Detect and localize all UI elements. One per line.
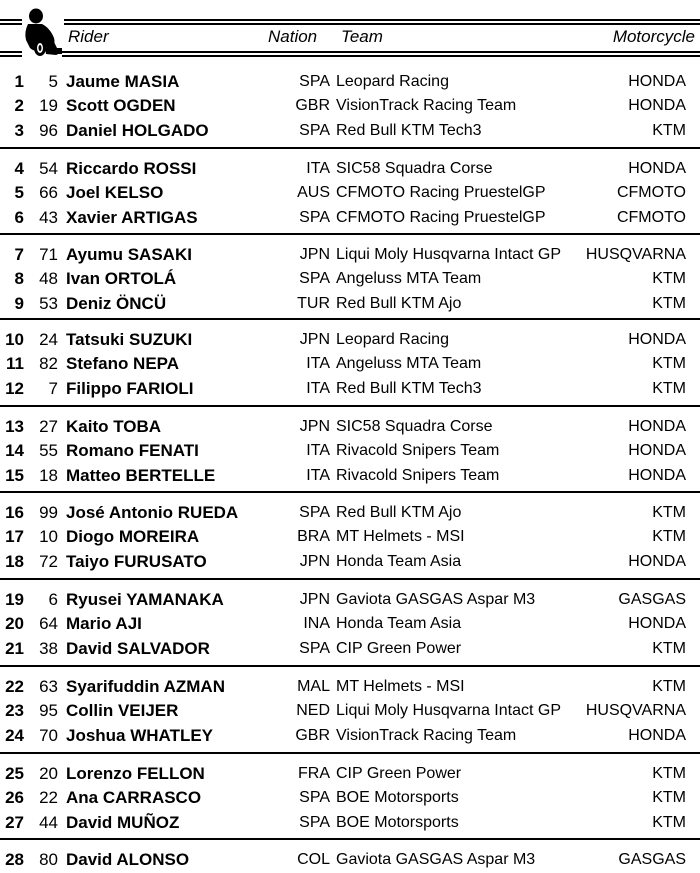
motorcycle-cell: HONDA — [628, 97, 686, 115]
rider-number-cell: 99 — [39, 503, 58, 522]
rider-name-cell: Lorenzo FELLON — [66, 764, 205, 783]
rider-number-cell: 27 — [39, 417, 58, 436]
group-divider — [0, 318, 700, 320]
column-header-team: Team — [341, 27, 383, 46]
team-cell: SIC58 Squadra Corse — [336, 418, 493, 435]
rider-number-cell: 38 — [39, 638, 58, 658]
rider-number-cell: 66 — [39, 183, 58, 203]
nation-cell: GBR — [295, 726, 330, 744]
nation-cell: SPA — [299, 504, 330, 521]
rider-number-cell: 55 — [39, 441, 58, 461]
rider-number-cell: 71 — [39, 245, 58, 264]
team-cell: VisionTrack Racing Team — [336, 726, 517, 744]
nation-cell: MAL — [297, 678, 330, 695]
rider-name-cell: Kaito TOBA — [66, 417, 162, 436]
nation-cell: SPA — [299, 270, 330, 288]
nation-cell: GBR — [295, 97, 330, 115]
motorcycle-cell: CFMOTO — [616, 208, 686, 226]
position-cell: 7 — [14, 245, 24, 264]
motorcycle-cell: HONDA — [628, 726, 686, 744]
team-cell: Rivacold Snipers Team — [336, 466, 500, 484]
position-cell: 10 — [5, 330, 24, 349]
position-cell: 21 — [5, 638, 24, 658]
nation-cell: ITA — [306, 355, 330, 373]
team-cell: MT Helmets - MSI — [336, 678, 465, 695]
rider-name-cell: David ALONSO — [66, 850, 190, 869]
motorcycle-cell: KTM — [652, 765, 686, 782]
rider-number-cell: 63 — [39, 677, 58, 696]
position-cell: 3 — [14, 120, 24, 140]
table-row — [0, 119, 700, 143]
rider-number-cell: 95 — [39, 701, 58, 721]
motorcycle-cell: HUSQVARNA — [585, 246, 686, 263]
rider-name-cell: Mario AJI — [66, 614, 142, 634]
group-divider — [0, 405, 700, 407]
rider-name-cell: Scott OGDEN — [66, 96, 176, 116]
team-cell: Red Bull KTM Tech3 — [336, 121, 482, 139]
table-row — [0, 848, 700, 872]
position-cell: 24 — [5, 725, 24, 745]
rider-number-cell: 7 — [48, 378, 58, 398]
position-cell: 5 — [14, 183, 24, 203]
table-row — [0, 464, 700, 488]
nation-cell: BRA — [297, 528, 330, 546]
nation-cell: NED — [296, 702, 330, 720]
motorcycle-cell: KTM — [652, 504, 686, 521]
team-cell: Red Bull KTM Ajo — [336, 504, 462, 521]
motorcycle-cell: HONDA — [628, 331, 686, 348]
motorcycle-cell: KTM — [652, 121, 686, 139]
rider-name-cell: David SALVADOR — [66, 638, 210, 658]
nation-cell: JPN — [299, 591, 330, 608]
team-cell: BOE Motorsports — [336, 789, 459, 807]
table-row — [0, 811, 700, 835]
team-cell: Liqui Moly Husqvarna Intact GP — [336, 702, 561, 720]
rider-name-cell: José Antonio RUEDA — [66, 503, 239, 522]
rider-number-cell: 82 — [39, 354, 58, 374]
motorcycle-cell: KTM — [652, 355, 686, 373]
rider-number-cell: 43 — [39, 207, 58, 227]
team-cell: CIP Green Power — [336, 639, 462, 657]
header-top-line-2 — [64, 23, 700, 25]
table-row — [0, 612, 700, 636]
group-divider — [0, 147, 700, 149]
group-divider — [0, 578, 700, 580]
header-bottom-line — [62, 51, 700, 53]
column-header-motorcycle: Motorcycle — [612, 27, 695, 46]
team-cell: Rivacold Snipers Team — [336, 442, 500, 460]
table-row — [0, 181, 700, 205]
motorcycle-cell: KTM — [652, 678, 686, 695]
position-cell: 23 — [5, 701, 24, 721]
rider-number-cell: 96 — [39, 120, 58, 140]
motorcycle-cell: KTM — [652, 789, 686, 807]
table-row — [0, 70, 700, 94]
table-header — [0, 0, 700, 60]
team-cell: Red Bull KTM Tech3 — [336, 379, 482, 397]
team-cell: SIC58 Squadra Corse — [336, 160, 493, 177]
position-cell: 19 — [5, 590, 24, 609]
rider-number-cell: 18 — [39, 465, 58, 485]
nation-cell: ITA — [306, 442, 330, 460]
column-header-rider: Rider — [68, 27, 109, 46]
position-cell: 18 — [5, 551, 24, 571]
team-cell: Gaviota GASGAS Aspar M3 — [336, 851, 536, 868]
nation-cell: SPA — [299, 121, 330, 139]
group-divider — [0, 665, 700, 667]
position-cell: 22 — [5, 677, 24, 696]
table-row — [0, 588, 700, 612]
nation-cell: SPA — [299, 789, 330, 807]
nation-cell: SPA — [299, 208, 330, 226]
header-top-line — [64, 19, 700, 21]
rider-number-cell: 19 — [39, 96, 58, 116]
team-cell: Leopard Racing — [336, 73, 449, 90]
rider-name-cell: Romano FENATI — [66, 441, 199, 461]
group-divider — [0, 491, 700, 493]
rider-name-cell: Deniz ÖNCÜ — [66, 293, 167, 313]
rider-name-cell: Collin VEIJER — [66, 701, 179, 721]
table-row — [0, 439, 700, 463]
rider-number-cell: 20 — [39, 764, 58, 783]
position-cell: 28 — [5, 850, 24, 869]
rider-name-cell: Diogo MOREIRA — [66, 527, 200, 547]
team-cell: Honda Team Asia — [336, 552, 462, 570]
team-cell: CFMOTO Racing PruestelGP — [336, 208, 546, 226]
nation-cell: JPN — [299, 331, 330, 348]
team-cell: Honda Team Asia — [336, 615, 462, 633]
motorcycle-cell: HUSQVARNA — [585, 702, 686, 720]
team-cell: Liqui Moly Husqvarna Intact GP — [336, 246, 561, 263]
rider-name-cell: Joel KELSO — [66, 183, 164, 203]
position-cell: 27 — [5, 812, 24, 832]
motorcycle-cell: HONDA — [628, 442, 686, 460]
table-row — [0, 94, 700, 118]
team-cell: Leopard Racing — [336, 331, 449, 348]
motorcycle-cell: KTM — [652, 294, 686, 312]
position-cell: 9 — [14, 293, 24, 313]
rider-name-cell: Ivan ORTOLÁ — [66, 269, 177, 289]
header-top-line-left-2 — [0, 23, 22, 25]
position-cell: 6 — [14, 207, 24, 227]
rider-number-cell: 5 — [48, 72, 58, 91]
rider-name-cell: Jaume MASIA — [66, 72, 180, 91]
table-row — [0, 267, 700, 291]
motorcycle-cell: KTM — [652, 813, 686, 831]
rider-number-cell: 10 — [39, 527, 58, 547]
table-row — [0, 243, 700, 267]
column-header-nation: Nation — [268, 27, 318, 46]
header-bottom-line-left — [0, 51, 22, 53]
nation-cell: COL — [297, 851, 330, 868]
table-row — [0, 352, 700, 376]
rider-name-cell: Matteo BERTELLE — [66, 465, 216, 485]
nation-cell: TUR — [297, 294, 330, 312]
table-row — [0, 724, 700, 748]
rider-name-cell: Stefano NEPA — [66, 354, 180, 374]
group-divider — [0, 233, 700, 235]
rider-number-cell: 44 — [39, 812, 58, 832]
rider-name-cell: Ana CARRASCO — [66, 788, 202, 808]
position-cell: 8 — [14, 269, 24, 289]
rider-name-cell: Xavier ARTIGAS — [66, 207, 198, 227]
rider-name-cell: Filippo FARIOLI — [66, 378, 194, 398]
nation-cell: SPA — [299, 73, 330, 90]
motorcycle-cell: HONDA — [628, 160, 686, 177]
rider-name-cell: Taiyo FURUSATO — [66, 551, 207, 571]
nation-cell: SPA — [299, 639, 330, 657]
rider-name-cell: Tatsuki SUZUKI — [66, 330, 193, 349]
nation-cell: JPN — [299, 246, 330, 263]
table-row — [0, 292, 700, 316]
rider-number-cell: 53 — [39, 293, 58, 313]
nation-cell: ITA — [306, 379, 330, 397]
position-cell: 25 — [5, 764, 24, 783]
rider-name-cell: Syarifuddin AZMAN — [66, 677, 225, 696]
motorcycle-cell: KTM — [652, 639, 686, 657]
motorcycle-rider-icon — [20, 8, 64, 58]
position-cell: 11 — [6, 354, 24, 374]
team-cell: BOE Motorsports — [336, 813, 459, 831]
group-divider — [0, 752, 700, 754]
rider-name-cell: David MUÑOZ — [66, 812, 180, 832]
rider-name-cell: Ryusei YAMANAKA — [66, 590, 224, 609]
position-cell: 17 — [5, 527, 24, 547]
team-cell: Red Bull KTM Ajo — [336, 294, 462, 312]
header-bottom-line-2 — [62, 55, 700, 57]
team-cell: VisionTrack Racing Team — [336, 97, 517, 115]
motorcycle-cell: HONDA — [628, 552, 686, 570]
position-cell: 15 — [5, 465, 24, 485]
motorcycle-cell: HONDA — [628, 418, 686, 435]
rider-number-cell: 72 — [39, 551, 58, 571]
motorcycle-cell: HONDA — [628, 466, 686, 484]
nation-cell: JPN — [299, 552, 330, 570]
position-cell: 26 — [5, 788, 24, 808]
motorcycle-cell: GASGAS — [618, 851, 686, 868]
position-cell: 4 — [14, 159, 24, 178]
position-cell: 2 — [14, 96, 24, 116]
motorcycle-cell: CFMOTO — [616, 184, 686, 202]
table-row — [0, 157, 700, 181]
team-cell: Gaviota GASGAS Aspar M3 — [336, 591, 536, 608]
table-row — [0, 206, 700, 230]
motorcycle-cell: KTM — [652, 379, 686, 397]
table-row — [0, 377, 700, 401]
table-row — [0, 762, 700, 786]
header-bottom-line-left-2 — [0, 55, 22, 57]
rider-number-cell: 48 — [39, 269, 58, 289]
nation-cell: JPN — [299, 418, 330, 435]
nation-cell: INA — [303, 615, 330, 633]
position-cell: 12 — [5, 378, 24, 398]
nation-cell: ITA — [306, 160, 330, 177]
header-top-line-left — [0, 19, 22, 21]
nation-cell: FRA — [298, 765, 330, 782]
position-cell: 14 — [5, 441, 24, 461]
rider-number-cell: 6 — [48, 590, 58, 609]
table-row — [0, 550, 700, 574]
team-cell: CIP Green Power — [336, 765, 462, 782]
nation-cell: AUS — [297, 184, 330, 202]
table-row — [0, 699, 700, 723]
team-cell: Angeluss MTA Team — [336, 270, 482, 288]
position-cell: 20 — [5, 614, 24, 634]
rider-number-cell: 70 — [39, 725, 58, 745]
team-cell: CFMOTO Racing PruestelGP — [336, 184, 546, 202]
team-cell: MT Helmets - MSI — [336, 528, 465, 546]
rider-number-cell: 80 — [39, 850, 58, 869]
table-row — [0, 637, 700, 661]
motorcycle-cell: GASGAS — [618, 591, 686, 608]
rider-number-cell: 64 — [39, 614, 58, 634]
motorcycle-cell: HONDA — [628, 615, 686, 633]
table-row — [0, 501, 700, 525]
team-cell: Angeluss MTA Team — [336, 355, 482, 373]
table-row — [0, 675, 700, 699]
group-divider — [0, 838, 700, 840]
rider-number-cell: 24 — [39, 330, 58, 349]
rider-name-cell: Daniel HOLGADO — [66, 120, 209, 140]
rider-number-cell: 54 — [39, 159, 58, 178]
motorcycle-cell: KTM — [652, 528, 686, 546]
table-row — [0, 328, 700, 352]
table-row — [0, 415, 700, 439]
nation-cell: ITA — [306, 466, 330, 484]
motorcycle-cell: KTM — [652, 270, 686, 288]
rider-name-cell: Riccardo ROSSI — [66, 159, 197, 178]
position-cell: 16 — [5, 503, 24, 522]
rider-name-cell: Ayumu SASAKI — [66, 245, 192, 264]
rider-number-cell: 22 — [39, 788, 58, 808]
nation-cell: SPA — [299, 813, 330, 831]
position-cell: 13 — [5, 417, 24, 436]
rider-name-cell: Joshua WHATLEY — [66, 725, 214, 745]
table-row — [0, 525, 700, 549]
motorcycle-cell: HONDA — [628, 73, 686, 90]
table-row — [0, 786, 700, 810]
position-cell: 1 — [14, 72, 24, 91]
